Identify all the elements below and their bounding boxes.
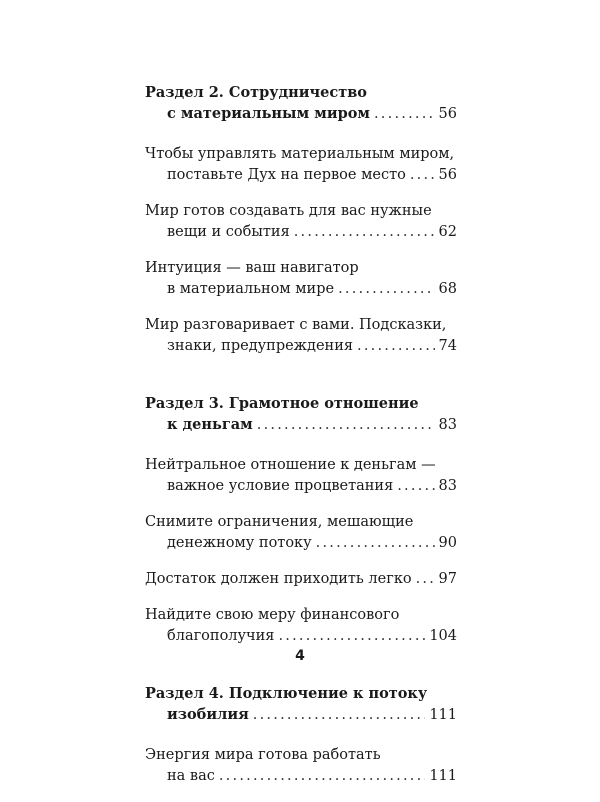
toc-entry-line2: знаки, предупреждения <box>167 338 354 354</box>
dot-leader <box>410 165 435 186</box>
section-heading-line2: с материальным миром <box>167 105 370 122</box>
toc-entry-line1: Мир готов создавать для вас нужные <box>145 203 432 219</box>
page-ref: 104 <box>429 628 457 644</box>
toc-entry-line2: поставьте Дух на первое место <box>167 167 406 183</box>
dot-leader <box>219 766 425 787</box>
toc-entry-line1: Снимите ограничения, мешающие <box>145 514 414 530</box>
toc-entry[interactable] <box>145 745 457 787</box>
page-number: 4 <box>295 648 305 664</box>
toc-entry-line1: Нейтральное отношение к деньгам — <box>145 457 436 473</box>
dot-leader <box>357 336 435 357</box>
page-ref: 90 <box>438 535 457 551</box>
toc-section-2 <box>145 82 457 357</box>
toc-entry[interactable] <box>145 512 457 554</box>
page-ref: 97 <box>438 571 457 587</box>
page-ref: 62 <box>438 224 457 240</box>
page-ref: 83 <box>438 478 457 494</box>
toc-entry[interactable] <box>145 605 457 647</box>
toc-entry-line2: важное условие процветания <box>167 478 394 494</box>
toc-entry-line2: на вас <box>167 768 215 784</box>
section-heading-line2: изобилия <box>167 706 249 723</box>
section-heading[interactable] <box>145 82 457 125</box>
page-ref: 83 <box>438 417 457 433</box>
toc-entry[interactable] <box>145 144 457 186</box>
toc-entry[interactable] <box>145 455 457 497</box>
page-ref: 111 <box>429 768 457 784</box>
section-heading-line1: Раздел 2. Сотрудничество <box>145 84 367 101</box>
table-of-contents <box>145 82 457 802</box>
dot-leader <box>397 476 434 497</box>
toc-section-3 <box>145 393 457 647</box>
section-heading[interactable] <box>145 683 457 726</box>
dot-leader <box>278 626 425 647</box>
section-heading-line2: к деньгам <box>167 416 253 433</box>
dot-leader <box>316 533 435 554</box>
toc-entry-line2: благополучия <box>167 628 275 644</box>
toc-entry-line2: вещи и события <box>167 224 290 240</box>
toc-entry-line2: денежному потоку <box>167 535 312 551</box>
toc-entry-line1: Интуиция — ваш навигатор <box>145 260 359 276</box>
dot-leader <box>374 104 435 125</box>
dot-leader <box>257 415 435 436</box>
toc-entry-line1: Чтобы управлять материальным миром, <box>145 146 455 162</box>
toc-entry-line2: Достаток должен приходить легко <box>145 571 412 587</box>
toc-entry-line2: в материальном мире <box>167 281 335 297</box>
page-ref: 68 <box>438 281 457 297</box>
dot-leader <box>338 279 434 300</box>
toc-entry[interactable] <box>145 315 457 357</box>
page-ref: 56 <box>438 106 457 122</box>
toc-entry-line1: Мир разговаривает с вами. Подсказки, <box>145 317 447 333</box>
page-ref: 111 <box>429 707 457 723</box>
dot-leader <box>416 569 435 590</box>
toc-entry-line1: Найдите свою меру финансового <box>145 607 400 623</box>
toc-entry[interactable] <box>145 569 457 590</box>
section-heading-line1: Раздел 4. Подключение к потоку <box>145 685 428 702</box>
toc-entry-line1: Энергия мира готова работать <box>145 747 381 763</box>
toc-entry[interactable] <box>145 201 457 243</box>
dot-leader <box>253 705 426 726</box>
page-ref: 56 <box>438 167 457 183</box>
page-ref: 74 <box>438 338 457 354</box>
section-heading-line1: Раздел 3. Грамотное отношение <box>145 395 419 412</box>
dot-leader <box>294 222 435 243</box>
toc-entry[interactable] <box>145 258 457 300</box>
section-heading[interactable] <box>145 393 457 436</box>
toc-section-4 <box>145 683 457 787</box>
